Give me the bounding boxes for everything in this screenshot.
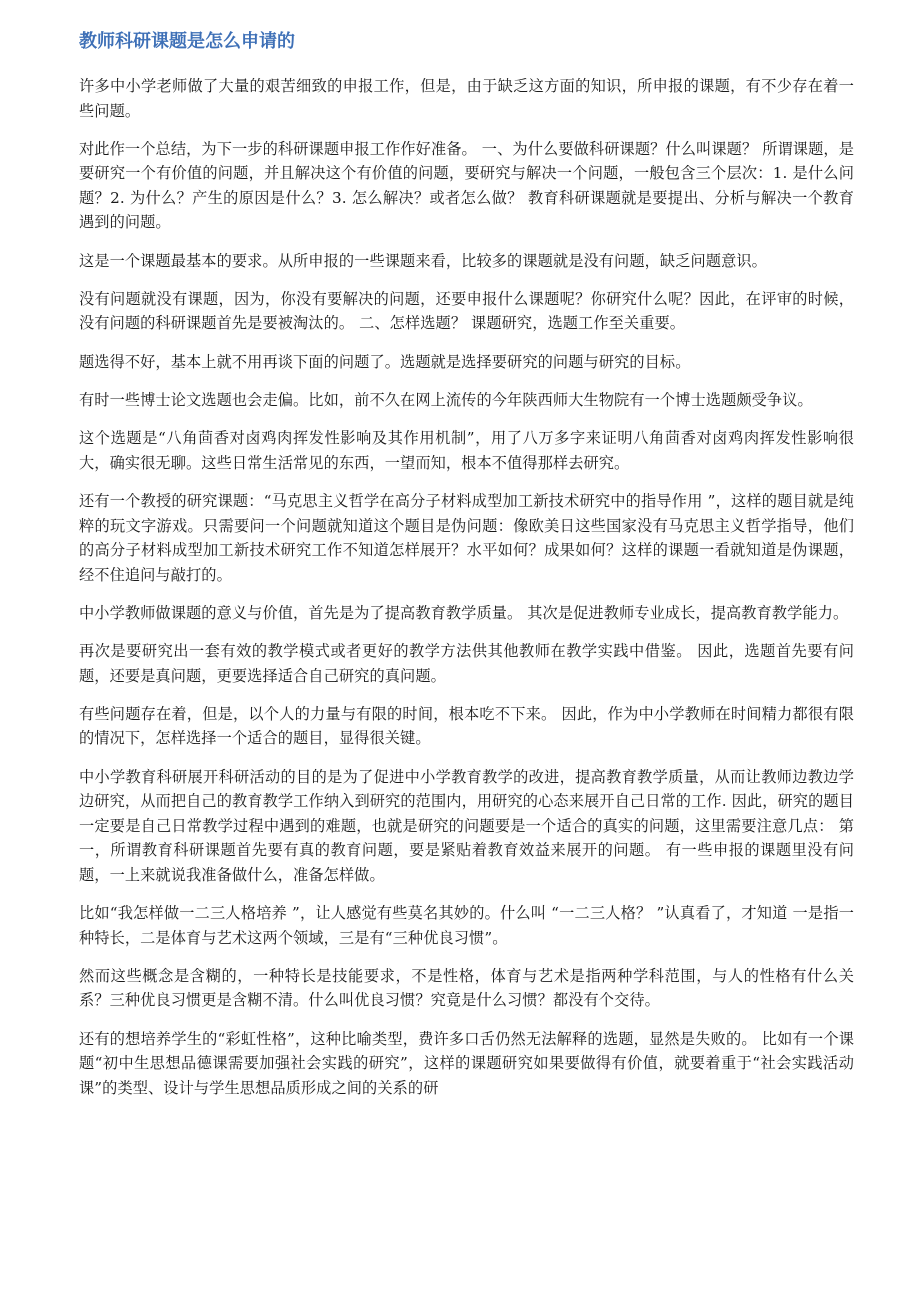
document-page: [79, 28, 854, 1114]
paragraph: 有些问题存在着，但是，以个人的力量与有限的时间，根本吃不下来。 因此，作为中小学教师在时间精力都很有限的情况下，怎样选择一个适合的题目，显得很关键。: [79, 704, 854, 748]
paragraph: 再次是要研究出一套有效的教学模式或者更好的教学方法供其他教师在教学实践中借鉴。 因此，选题首先要有问题，还要是真问题，更要选择适合自己研究的真问题。: [79, 642, 854, 685]
paragraph: 中小学教育科研展开科研活动的目的是为了促进中小学教育教学的改进，提高教育教学质量，从而让教师边教边学边研究，从而把自己的教育教学工作纳入到研究的范围内，用研究的心态来展开自己日常的工作. 因此，研究的题目一定要是自己日常教学过程中遇到的难题，也就是研究的问题要是一个适合的真实的问题，这里需要注意几点： 第一，所谓教育科研课题首先要有真的教育问题，要是紧贴着教育效益来展开的问题。 有一些申报的课题里没有问题，一上来就说我准备做什么，准备怎样做。: [79, 767, 854, 884]
paragraph: 中小学教师做课题的意义与价值，首先是为了提高教育教学质量。 其次是促进教师专业成长，提高教育教学能力。: [79, 603, 849, 622]
paragraph: 题选得不好，基本上就不用再谈下面的问题了。选题就是选择要研究的问题与研究的目标。: [79, 352, 691, 371]
paragraph: 比如“我怎样做一二三人格培养 ”，让人感觉有些莫名其妙的。什么叫 “一二三人格？ ”认真看了，才知道 一是指一种特长，二是体育与艺术这两个领域，三是有“三种优良习惯”。: [79, 904, 854, 947]
paragraph: 许多中小学老师做了大量的艰苦细致的申报工作，但是，由于缺乏这方面的知识，所申报的课题，有不少存在着一些问题。: [79, 77, 854, 120]
paragraph: 对此作一个总结，为下一步的科研课题申报工作作好准备。 一、为什么要做科研课题？什么叫课题？ 所谓课题，是要研究一个有价值的问题，并且解决这个有价值的问题，要研究与解决一个问题，一般包含三个层次：1. 是什么问题？2. 为什么？产生的原因是什么？3. 怎么解决？或者怎么做？ 教育科研课题就是要提出、分析与解决一个教育遇到的问题。: [79, 139, 854, 232]
paragraph: 没有问题就没有课题，因为，你没有要解决的问题，还要申报什么课题呢？你研究什么呢？因此，在评审的时候，没有问题的科研课题首先是要被淘汰的。 二、怎样选题？ 课题研究，选题工作至关重要。: [79, 289, 854, 333]
document-title: 教师科研课题是怎么申请的: [79, 31, 295, 52]
paragraph: 还有的想培养学生的“彩虹性格”，这种比喻类型，费许多口舌仍然无法解释的选题，显然是失败的。 比如有一个课题“初中生思想品德课需要加强社会实践的研究”，这样的课题研究如果要做得有价值，就要着重于“社会实践活动课”的类型、设计与学生思想品质形成之间的关系的研: [79, 1029, 854, 1097]
paragraph: 然而这些概念是含糊的，一种特长是技能要求，不是性格，体育与艺术是指两种学科范围，与人的性格有什么关系？三种优良习惯更是含糊不清。什么叫优良习惯？究竟是什么习惯？都没有个交待。: [79, 966, 854, 1010]
paragraph: 这是一个课题最基本的要求。从所申报的一些课题来看，比较多的课题就是没有问题，缺乏问题意识。: [79, 251, 767, 270]
paragraph: 有时一些博士论文选题也会走偏。比如，前不久在网上流传的今年陕西师大生物院有一个博士选题颇受争议。: [79, 390, 813, 409]
paragraph: 这个选题是“八角茴香对卤鸡肉挥发性影响及其作用机制”，用了八万多字来证明八角茴香对卤鸡肉挥发性影响很大，确实很无聊。这些日常生活常见的东西，一望而知，根本不值得那样去研究。: [79, 429, 854, 472]
paragraph: 还有一个教授的研究课题：“马克思主义哲学在高分子材料成型加工新技术研究中的指导作用 ”，这样的题目就是纯粹的玩文字游戏。只需要问一个问题就知道这个题目是伪问题：像欧美日这些国家没有马克思主义哲学指导，他们的高分子材料成型加工新技术研究工作不知道怎样展开？水平如何？成果如何？这样的课题一看就知道是伪课题，经不住追问与敲打的。: [79, 492, 854, 584]
